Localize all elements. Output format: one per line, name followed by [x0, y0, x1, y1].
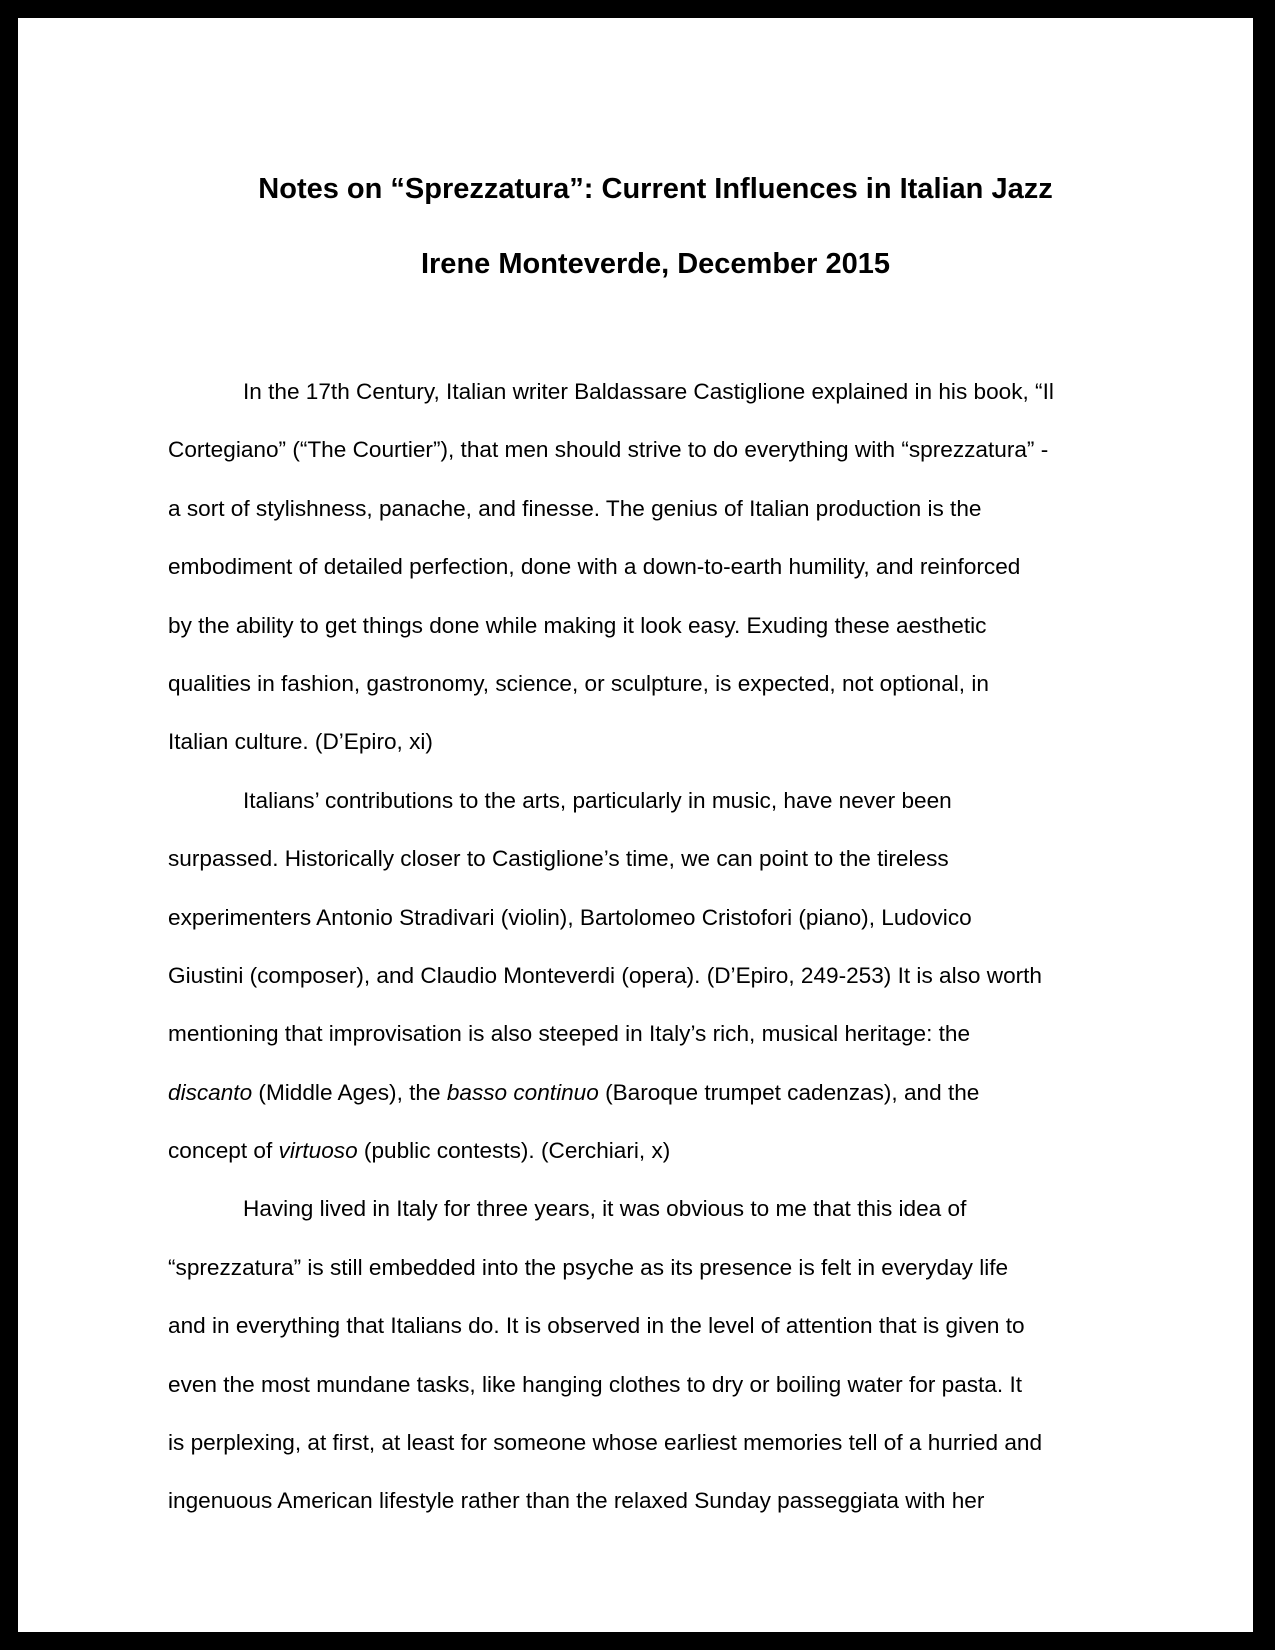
body-line: qualities in fashion, gastronomy, science, or sculpture, is expected, not optional, in — [168, 670, 989, 696]
body-line: experimenters Antonio Stradivari (violin), Bartolomeo Cristofori (piano), Ludovico — [168, 904, 972, 930]
body-line: embodiment of detailed perfection, done with a down-to-earth humility, and reinforced — [168, 554, 1021, 580]
body-line: mentioning that improvisation is also steeped in Italy’s rich, musical heritage: the — [168, 1021, 971, 1047]
body-line: “sprezzatura” is still embedded into the psyche as its presence is felt in everyday life — [168, 1254, 1009, 1280]
body-line: even the most mundane tasks, like hanging clothes to dry or boiling water for pasta. It — [168, 1371, 1023, 1397]
body-line — [168, 1122, 1148, 1180]
line-text: (public contests). (Cerchiari, x) — [357, 1138, 671, 1164]
line-text: concept of — [168, 1138, 279, 1164]
document-body — [168, 363, 1148, 1531]
body-line: Italians’ contributions to the arts, particularly in music, have never been — [243, 787, 952, 813]
body-line: Italian culture. (D’Epiro, xi) — [168, 729, 433, 755]
author-date-line: Irene Monteverde, December 2015 — [420, 248, 891, 280]
line-text: (Middle Ages), the — [252, 1079, 447, 1105]
italic-term: discanto — [168, 1079, 253, 1105]
body-line: and in everything that Italians do. It is observed in the level of attention that is given to — [168, 1313, 1025, 1339]
body-line: In the 17th Century, Italian writer Baldassare Castiglione explained in his book, “Il — [243, 379, 1054, 404]
body-line: is perplexing, at first, at least for someone whose earliest memories tell of a hurried and — [168, 1430, 1043, 1456]
italic-term: basso continuo — [446, 1079, 599, 1105]
body-line: Cortegiano” (“The Courtier”), that men should strive to do everything with “sprezzatura” - — [168, 437, 1049, 463]
document-title: Notes on “Sprezzatura”: Current Influences in Italian Jazz — [258, 173, 1053, 205]
body-line: by the ability to get things done while making it look easy. Exuding these aesthetic — [168, 612, 987, 638]
body-line — [168, 1064, 1148, 1122]
body-line: Giustini (composer), and Claudio Monteverdi (opera). (D’Epiro, 249-253) It is also worth — [168, 962, 1042, 988]
body-line: a sort of stylishness, panache, and finesse. The genius of Italian production is the — [168, 495, 982, 521]
line-text: (Baroque trumpet cadenzas), and the — [598, 1079, 980, 1105]
body-line: Having lived in Italy for three years, it was obvious to me that this idea of — [243, 1196, 967, 1222]
body-line: ingenuous American lifestyle rather than the relaxed Sunday passeggiata with her — [168, 1488, 985, 1514]
body-line: surpassed. Historically closer to Castiglione’s time, we can point to the tireless — [168, 846, 949, 872]
italic-term: virtuoso — [278, 1138, 358, 1164]
